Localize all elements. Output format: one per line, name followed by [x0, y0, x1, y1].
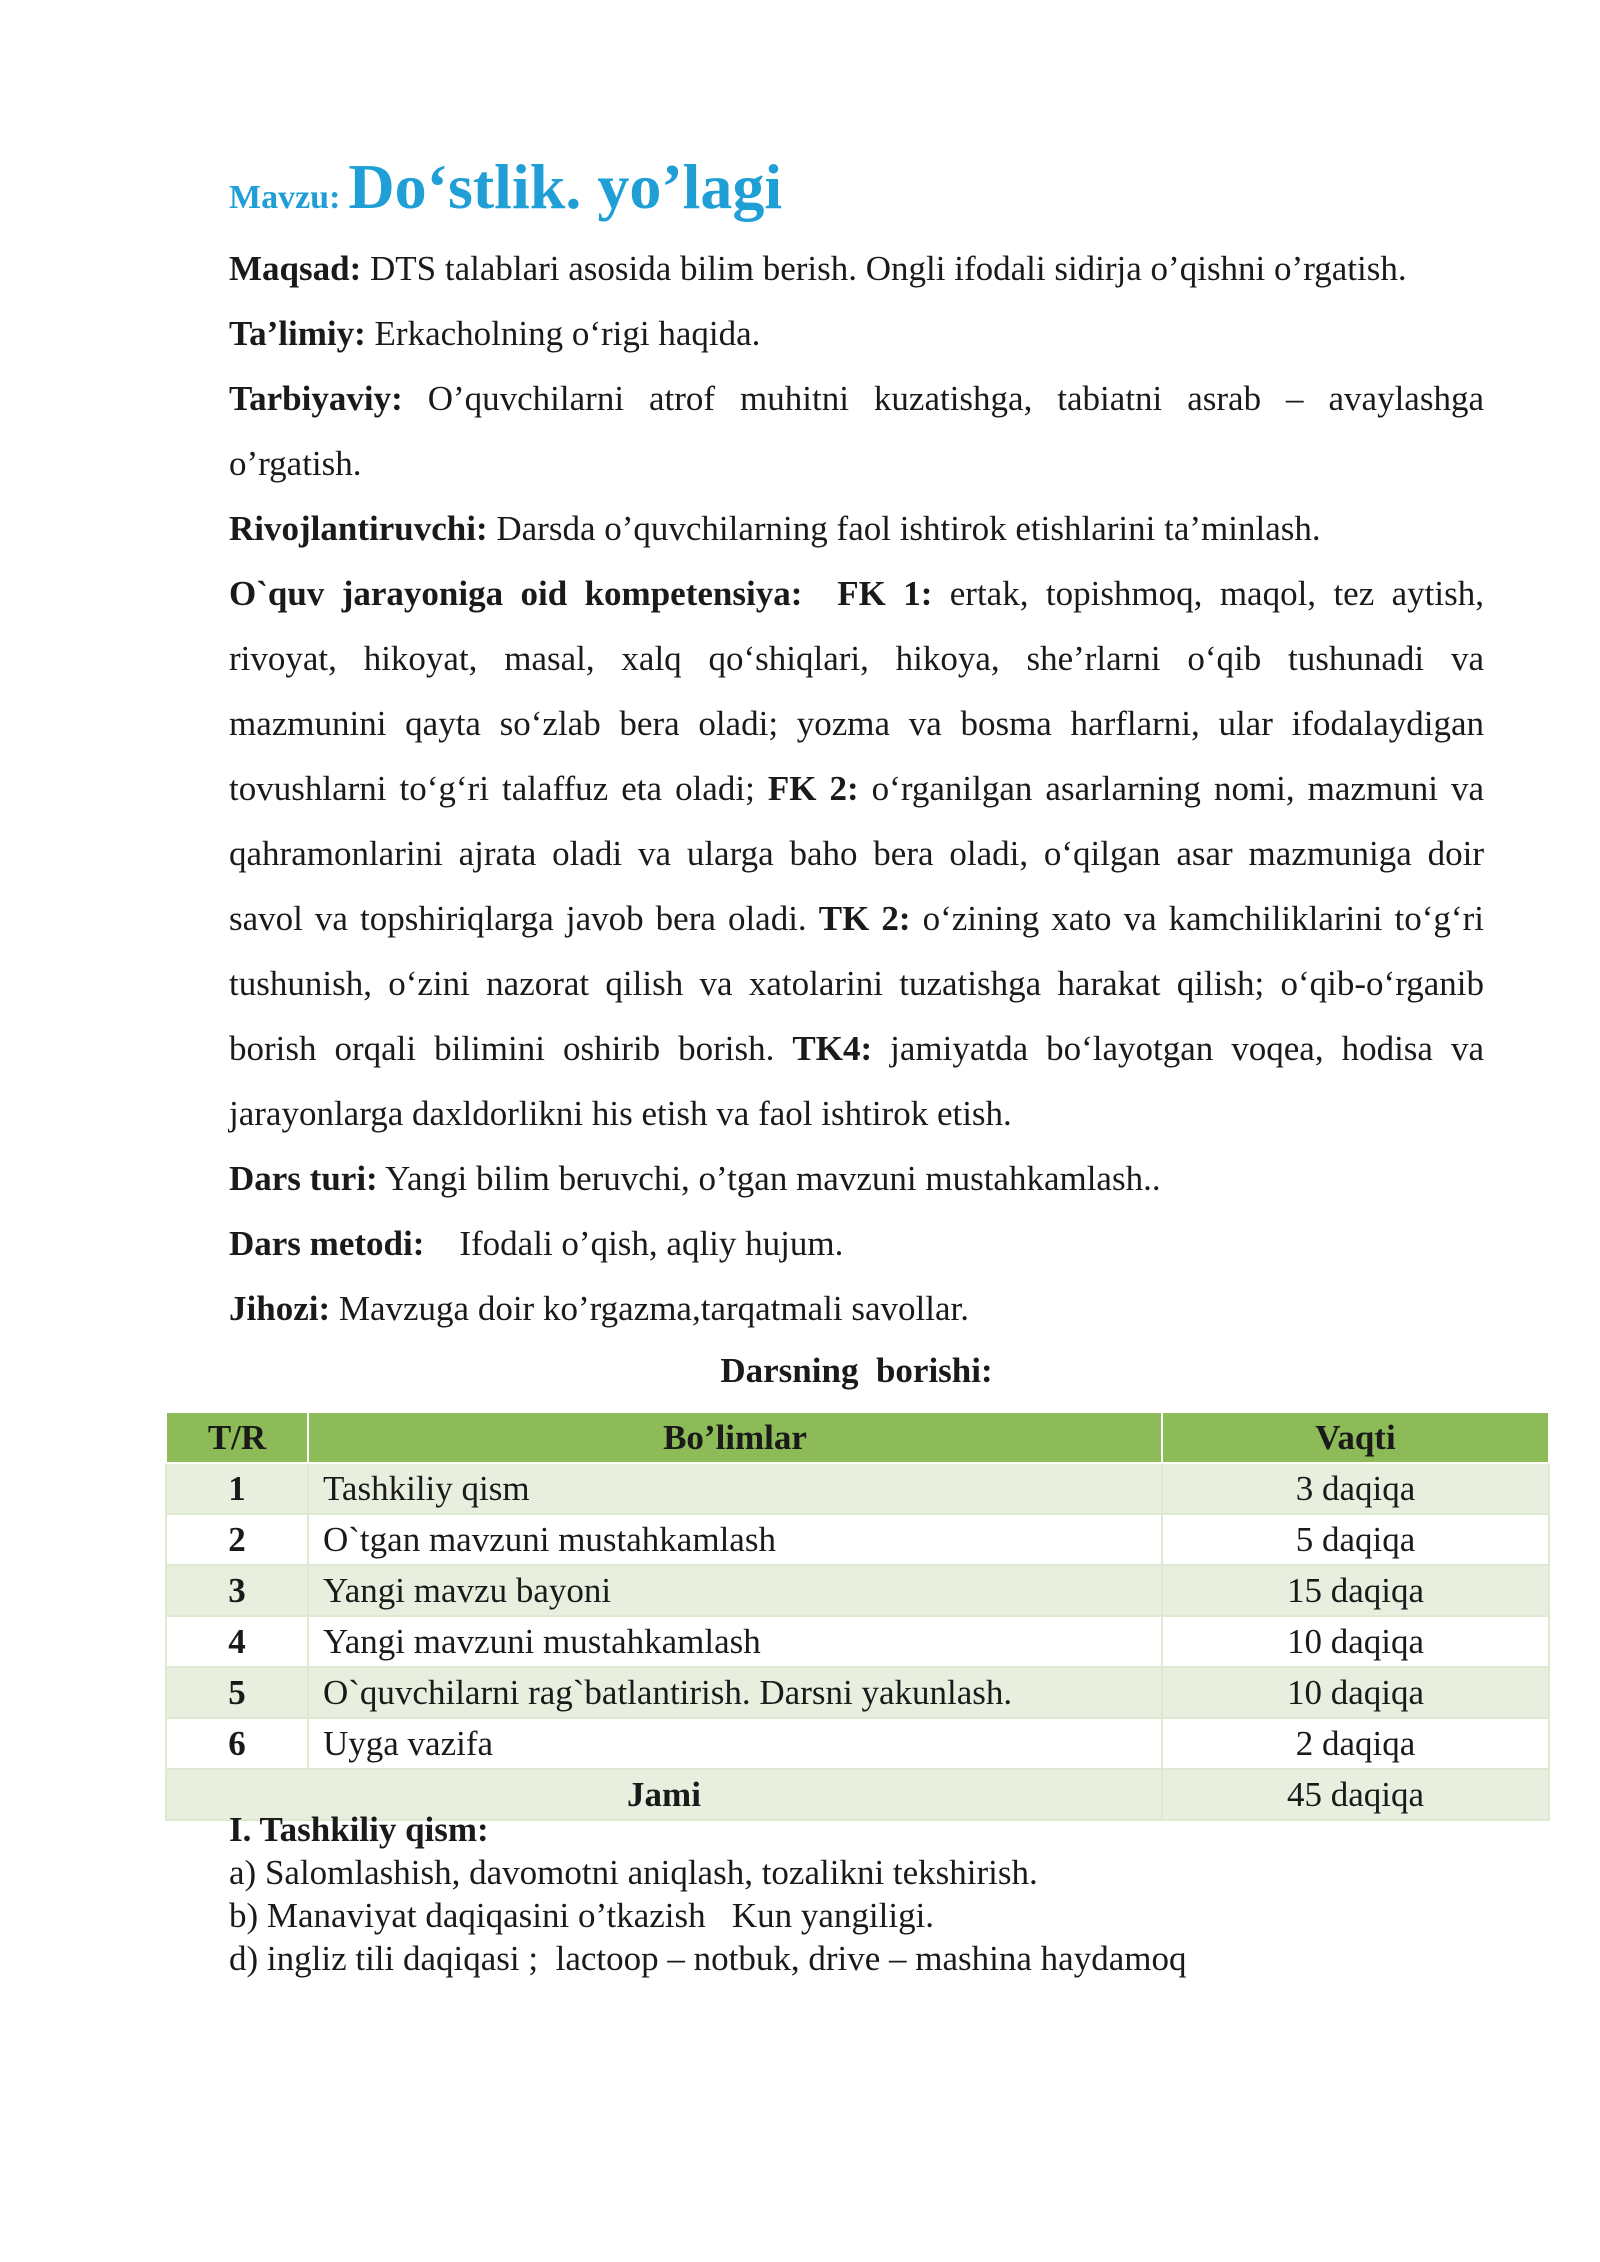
- upbringing-paragraph: [229, 366, 1484, 496]
- fk1-label: FK 1:: [837, 574, 933, 613]
- organizational-item-d: d) ingliz tili daqiqasi ; lactoop – notbuk, drive – mashina haydamoq: [229, 1939, 1187, 1978]
- tk2-label: TK 2:: [818, 899, 911, 938]
- organizational-part: [229, 1808, 1186, 1980]
- developmental-paragraph: [229, 496, 1484, 561]
- row-number: 6: [166, 1718, 308, 1769]
- table-row: [166, 1565, 1549, 1616]
- document-body: [229, 150, 1484, 1401]
- upbringing-label: Tarbiyaviy:: [229, 379, 403, 418]
- tk4-text: jamiyatda bo‘layotgan voqea, hodisa va jarayonlarga daxldorlikni his etish va faol ishtirok etish.: [229, 1029, 1484, 1133]
- goal-paragraph: [229, 236, 1484, 301]
- total-time: 45 daqiqa: [1162, 1769, 1549, 1820]
- topic-label: Mavzu:: [229, 179, 341, 216]
- topic-title: [229, 150, 1484, 236]
- goal-label: Maqsad:: [229, 249, 362, 288]
- lesson-type-text: Yangi bilim beruvchi, o’tgan mavzuni mustahkamlash..: [377, 1159, 1161, 1198]
- row-section: Yangi mavzu bayoni: [308, 1565, 1162, 1616]
- table-row: [166, 1514, 1549, 1565]
- row-number: 2: [166, 1514, 308, 1565]
- row-time: 10 daqiqa: [1162, 1667, 1549, 1718]
- row-number: 1: [166, 1463, 308, 1514]
- tk2-text: o‘zining xato va kamchiliklarini to‘g‘ri tushunish, o‘zini nazorat qilish va xatolarini tuzatishga harakat qilish; o‘qib-o‘rganib borish orqali bilimini oshirib borish.: [229, 899, 1484, 1068]
- row-number: 3: [166, 1565, 308, 1616]
- organizational-heading: I. Tashkiliy qism:: [229, 1810, 489, 1849]
- lesson-method-text: Ifodali o’qish, aqliy hujum.: [424, 1224, 844, 1263]
- row-number: 4: [166, 1616, 308, 1667]
- lesson-plan-heading: Darsning borishi:: [720, 1351, 993, 1390]
- organizational-item-b: b) Manaviyat daqiqasini o’tkazish Kun yangiligi.: [229, 1896, 935, 1935]
- row-time: 2 daqiqa: [1162, 1718, 1549, 1769]
- educational-paragraph: [229, 301, 1484, 366]
- header-number: T/R: [166, 1412, 308, 1463]
- fk2-label: FK 2:: [767, 769, 859, 808]
- table-row: [166, 1718, 1549, 1769]
- upbringing-text: O’quvchilarni atrof muhitni kuzatishga, tabiatni asrab – avaylashga o’rgatish.: [229, 379, 1484, 483]
- lesson-method-paragraph: [229, 1211, 1484, 1276]
- goal-text: DTS talablari asosida bilim berish. Ongli ifodali sidirja o’qishni o’rgatish.: [361, 249, 1407, 288]
- fk1-text: ertak, topishmoq, maqol, tez aytish, rivoyat, hikoyat, masal, xalq qo‘shiqlari, hikoya, she’rlarni o‘qib tushunadi va mazmunini qayta so‘zlab bera oladi; yozma va bosma harflarni, ular ifodalaydigan tovushlarni to‘g‘ri talaffuz eta oladi;: [229, 574, 1485, 808]
- row-number: 5: [166, 1667, 308, 1718]
- equipment-paragraph: [229, 1276, 1484, 1341]
- row-time: 3 daqiqa: [1162, 1463, 1549, 1514]
- equipment-text: Mavzuga doir ko’rgazma,tarqatmali savollar.: [330, 1289, 969, 1328]
- row-time: 5 daqiqa: [1162, 1514, 1549, 1565]
- lesson-type-label: Dars turi:: [229, 1159, 378, 1198]
- lesson-type-paragraph: [229, 1146, 1484, 1211]
- fk2-text: o‘rganilgan asarlarning nomi, mazmuni va qahramonlarini ajrata oladi va ularga baho bera oladi, o‘qilgan asar mazmuniga doir savol va topshiriqlarga javob bera oladi.: [229, 769, 1484, 938]
- lesson-plan-table: [165, 1411, 1550, 1821]
- row-section: Tashkiliy qism: [308, 1463, 1162, 1514]
- table-row: [166, 1667, 1549, 1718]
- row-section: O`tgan mavzuni mustahkamlash: [308, 1514, 1162, 1565]
- row-time: 15 daqiqa: [1162, 1565, 1549, 1616]
- tk4-label: TK4:: [792, 1029, 873, 1068]
- row-section: Uyga vazifa: [308, 1718, 1162, 1769]
- developmental-label: Rivojlantiruvchi:: [229, 509, 488, 548]
- table-row: [166, 1616, 1549, 1667]
- header-time: Vaqti: [1162, 1412, 1549, 1463]
- header-section: Bo’limlar: [308, 1412, 1162, 1463]
- row-section: O`quvchilarni rag`batlantirish. Darsni yakunlash.: [308, 1667, 1162, 1718]
- table-header-row: [166, 1412, 1549, 1463]
- total-label: Jami: [166, 1769, 1162, 1820]
- competence-label: O`quv jarayoniga oid kompetensiya:: [229, 574, 803, 613]
- educational-label: Ta’limiy:: [229, 314, 366, 353]
- competence-paragraph: [229, 561, 1484, 1146]
- row-section: Yangi mavzuni mustahkamlash: [308, 1616, 1162, 1667]
- equipment-label: Jihozi:: [229, 1289, 331, 1328]
- developmental-text: Darsda o’quvchilarning faol ishtirok etishlarini ta’minlash.: [487, 509, 1321, 548]
- topic-text: Do‘stlik. yo’lagi: [348, 151, 783, 222]
- lesson-method-label: Dars metodi:: [229, 1224, 425, 1263]
- educational-text: Erkacholning o‘rigi haqida.: [365, 314, 761, 353]
- row-time: 10 daqiqa: [1162, 1616, 1549, 1667]
- organizational-item-a: a) Salomlashish, davomotni aniqlash, tozalikni tekshirish.: [229, 1853, 1038, 1892]
- table-row: [166, 1463, 1549, 1514]
